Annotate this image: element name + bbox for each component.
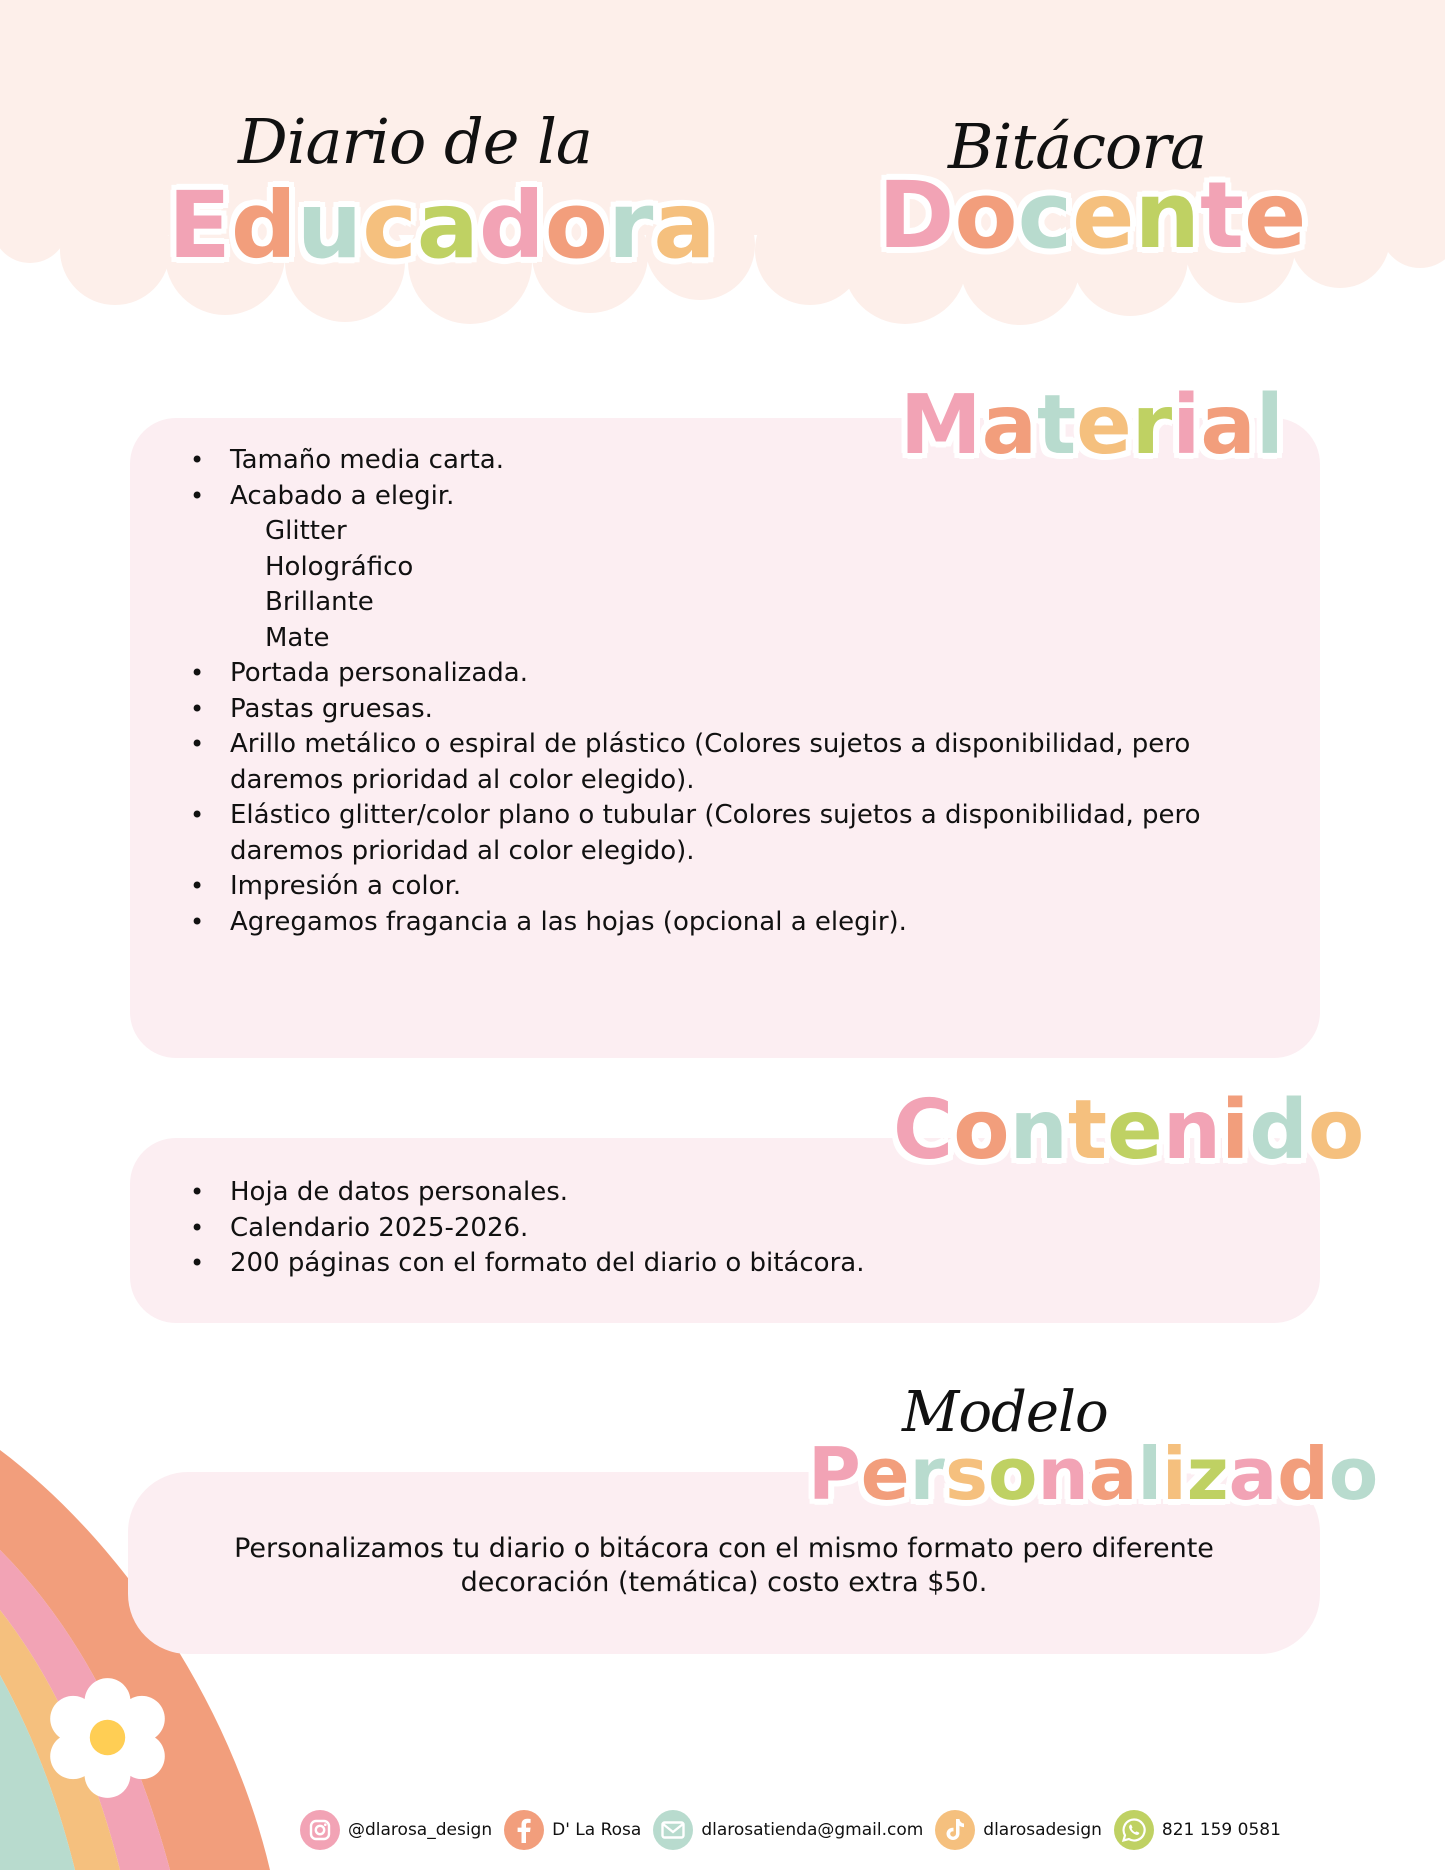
title-letter: e <box>860 1432 910 1516</box>
title-letter: n <box>1009 1083 1068 1178</box>
title-letter: t <box>1036 378 1077 473</box>
material-suboption: Mate <box>265 622 330 653</box>
contenido-list-item: • Hoja de datos personales. <box>190 1175 1260 1211</box>
modelo-description-line-2: decoración (temática) costo extra $50. <box>460 1567 988 1598</box>
material-list-item: • Arillo metálico o espiral de plástico (Colores sujetos a disponibilidad, pero daremos prioridad al color elegido). <box>190 727 1260 798</box>
header-left-title <box>168 172 716 279</box>
title-letter: e <box>1107 1083 1163 1178</box>
title-letter: t <box>1067 1083 1108 1178</box>
daisy-flower-icon <box>45 1675 170 1800</box>
title-letter: r <box>909 1432 946 1516</box>
title-letter: n <box>1162 1083 1222 1178</box>
material-list-item: • Impresión a color. <box>190 869 1260 905</box>
material-list-item: • Agregamos fragancia a las hojas (opcional a elegir). <box>190 905 1260 941</box>
title-letter: d <box>1249 1083 1308 1178</box>
title-letter: d <box>230 172 297 279</box>
footer-instagram[interactable] <box>300 1810 492 1850</box>
contenido-list-item: • 200 páginas con el formato del diario o bitácora. <box>190 1246 1260 1282</box>
title-letter: a <box>1228 1432 1278 1516</box>
title-letter: i <box>1172 378 1201 473</box>
instagram-icon <box>300 1810 340 1850</box>
title-letter: c <box>1017 162 1073 269</box>
tiktok-icon <box>935 1810 975 1850</box>
title-letter: d <box>1277 1432 1329 1516</box>
title-letter: a <box>653 172 716 279</box>
title-letter: o <box>953 1083 1010 1178</box>
header-right-script: Bitácora <box>948 110 1206 183</box>
modelo-script: Modelo <box>902 1380 1108 1445</box>
title-letter: c <box>362 172 417 279</box>
footer-facebook[interactable] <box>504 1810 641 1850</box>
modelo-description-line-1: Personalizamos tu diario o bitácora con el mismo formato pero diferente <box>234 1533 1214 1564</box>
footer-email[interactable] <box>653 1810 923 1850</box>
title-letter: E <box>168 172 231 279</box>
header-right-title <box>878 162 1307 269</box>
title-letter: n <box>1134 162 1201 269</box>
title-letter: e <box>1076 378 1132 473</box>
contenido-list-item: • Calendario 2025-2026. <box>190 1211 1260 1247</box>
material-list-item: • Acabado a elegir. <box>190 479 1260 515</box>
material-list-item: • Pastas gruesas. <box>190 692 1260 728</box>
title-letter: n <box>1037 1432 1089 1516</box>
modelo-title <box>808 1432 1379 1516</box>
header-left-script: Diario de la <box>238 105 592 178</box>
material-list-item: • Tamaño media carta. <box>190 443 1260 479</box>
title-letter: l <box>1137 1432 1163 1516</box>
contact-footer <box>300 1805 1293 1855</box>
facebook-icon <box>504 1810 544 1850</box>
footer-whatsapp-label: 821 159 0581 <box>1161 1820 1281 1840</box>
title-letter: o <box>1328 1432 1379 1516</box>
material-suboption: Brillante <box>265 587 374 617</box>
email-icon <box>653 1810 693 1850</box>
title-letter: D <box>878 162 955 269</box>
title-letter: d <box>478 172 545 279</box>
title-letter: a <box>1088 1432 1138 1516</box>
footer-email-label: dlarosatienda@gmail.com <box>701 1820 924 1840</box>
whatsapp-icon <box>1114 1810 1154 1850</box>
title-letter: o <box>544 172 608 279</box>
title-letter: z <box>1186 1432 1229 1516</box>
footer-instagram-label: @dlarosa_design <box>348 1820 493 1840</box>
title-letter: t <box>1200 162 1245 269</box>
title-letter: o <box>954 162 1018 269</box>
title-letter: C <box>893 1083 954 1178</box>
title-letter: s <box>945 1432 988 1516</box>
material-suboption: Holográfico <box>265 551 414 582</box>
material-list-item: • Portada personalizada. <box>190 656 1260 692</box>
title-letter: a <box>416 172 479 279</box>
title-letter: o <box>988 1432 1038 1516</box>
material-list <box>190 443 1260 940</box>
title-letter: u <box>296 172 363 279</box>
material-suboption: Glitter <box>265 516 347 546</box>
title-letter: i <box>1221 1083 1250 1178</box>
title-letter: i <box>1162 1432 1187 1516</box>
material-list-item: • Elástico glitter/color plano o tubular (Colores sujetos a disponibilidad, pero daremos prioridad al color elegido). <box>190 798 1260 869</box>
footer-tiktok-label: dlarosadesign <box>983 1820 1102 1840</box>
contenido-list <box>190 1175 1260 1282</box>
title-letter: P <box>808 1432 861 1516</box>
title-letter: o <box>1307 1083 1365 1178</box>
footer-whatsapp[interactable] <box>1114 1810 1281 1850</box>
title-letter: e <box>1072 162 1135 269</box>
title-letter: r <box>607 172 654 279</box>
title-letter: a <box>981 378 1037 473</box>
title-letter: l <box>1255 378 1284 473</box>
title-letter: M <box>900 378 982 473</box>
contenido-title <box>893 1083 1365 1178</box>
modelo-description <box>128 1532 1320 1600</box>
title-letter: a <box>1200 378 1256 473</box>
title-letter: r <box>1131 378 1173 473</box>
footer-facebook-label: D' La Rosa <box>552 1820 642 1840</box>
footer-tiktok[interactable] <box>935 1810 1102 1850</box>
title-letter: e <box>1244 162 1307 269</box>
